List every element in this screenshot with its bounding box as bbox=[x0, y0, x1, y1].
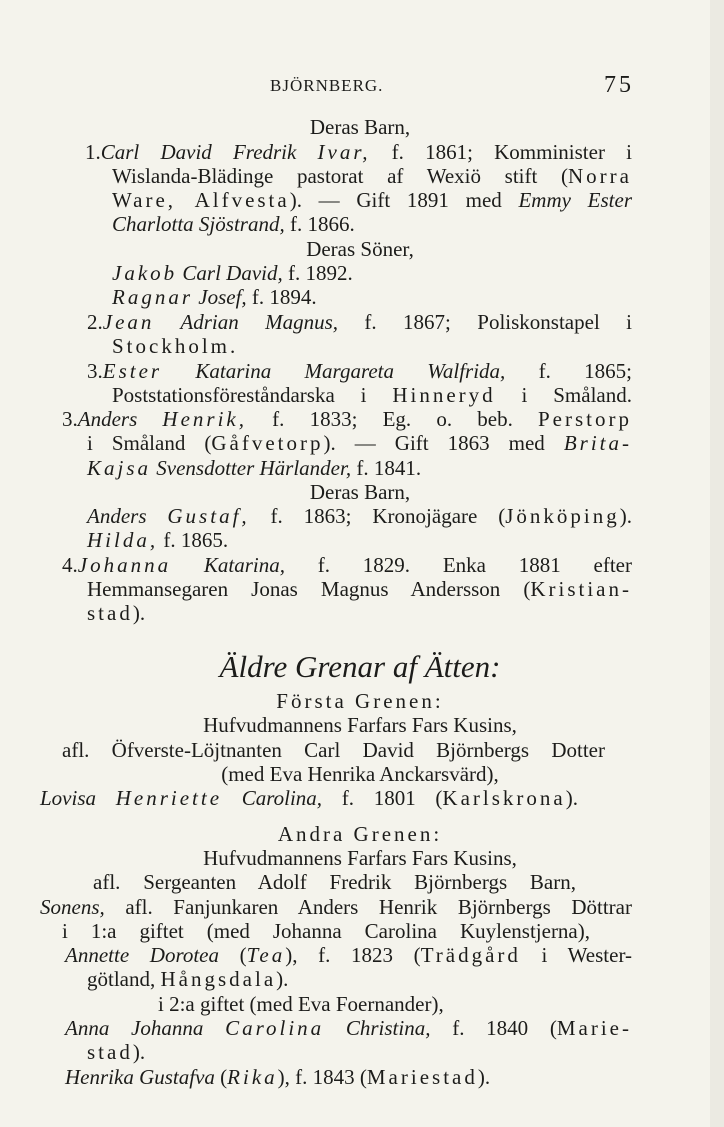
text: Deras Barn, bbox=[309, 480, 411, 504]
italic-name: Lovisa bbox=[40, 786, 116, 810]
italic-name: Charlotta Sjöstrand, bbox=[112, 212, 285, 236]
text-line bbox=[220, 237, 500, 261]
text-line bbox=[120, 689, 600, 713]
text-line bbox=[87, 601, 187, 625]
text-line bbox=[85, 140, 632, 164]
spaced-italic-name: Henriette bbox=[115, 786, 223, 810]
text-line bbox=[100, 846, 620, 870]
text: ( bbox=[214, 1065, 228, 1089]
spaced-text: Norra bbox=[568, 164, 632, 188]
text-line bbox=[112, 212, 412, 236]
spaced-text: stad bbox=[87, 1040, 133, 1064]
spaced-italic-name: Gustaf, bbox=[167, 504, 250, 528]
spaced-italic-name: Hilda, bbox=[87, 528, 159, 552]
text: f. 1867; Poliskonstapel i bbox=[338, 310, 632, 334]
spaced-italic-name: Tea bbox=[246, 943, 286, 967]
text: ), f. 1843 ( bbox=[277, 1065, 367, 1089]
spaced-text: Gåfvetorp bbox=[211, 431, 324, 455]
text-line bbox=[158, 992, 518, 1016]
text-line bbox=[40, 895, 632, 919]
spaced-text: Kristian- bbox=[530, 577, 632, 601]
text: Hufvudmannens Farfars Fars Kusins, bbox=[203, 846, 517, 870]
text: Hufvudmannens Farfars Fars Kusins, bbox=[203, 713, 517, 737]
text: i Wester- bbox=[520, 943, 633, 967]
text-line bbox=[120, 822, 600, 846]
spaced-text: Ware, Alfvesta bbox=[112, 188, 290, 212]
italic-name: Sonens, bbox=[40, 895, 105, 919]
spaced-italic-name: Ester bbox=[102, 359, 163, 383]
spaced-text: Andra Grenen: bbox=[277, 822, 443, 846]
text-line bbox=[87, 528, 287, 552]
text: ). bbox=[132, 601, 146, 625]
text-line bbox=[62, 919, 590, 943]
text: Deras Barn, bbox=[309, 115, 411, 139]
spaced-text: Stockholm. bbox=[112, 334, 239, 358]
text: afl. Öfverste-Löjtnanten Carl David Björnbergs Dotter bbox=[62, 738, 605, 762]
text: f. 1863; Kronojägare ( bbox=[249, 504, 506, 528]
text: f. 1833; Eg. o. beb. bbox=[247, 407, 538, 431]
text: ). bbox=[477, 1065, 491, 1089]
text-line bbox=[62, 407, 632, 431]
text: ). bbox=[619, 504, 632, 528]
text-line bbox=[65, 1016, 632, 1040]
spaced-italic-name: Rika bbox=[227, 1065, 278, 1089]
text-line bbox=[87, 456, 507, 480]
text: götland, bbox=[87, 967, 161, 991]
spaced-text: Jönköping bbox=[505, 504, 620, 528]
text: f. 1841. bbox=[351, 456, 422, 480]
spaced-italic-name: Ragnar bbox=[112, 285, 193, 309]
text: 3. bbox=[87, 359, 103, 383]
spaced-italic-name: Carolina bbox=[225, 1016, 325, 1040]
section-heading bbox=[120, 649, 600, 685]
text-line bbox=[62, 553, 632, 577]
text: f. 1840 ( bbox=[430, 1016, 557, 1040]
spaced-italic-name: Johanna bbox=[77, 553, 172, 577]
text-line bbox=[87, 431, 632, 455]
italic-name: Emmy Ester bbox=[518, 188, 632, 212]
text: afl. Fanjunkaren Anders Henrik Björnbergs Döttrar bbox=[104, 895, 632, 919]
text: ). — Gift 1863 med bbox=[323, 431, 564, 455]
italic-name: Katarina, bbox=[171, 553, 285, 577]
italic-name: Josef, bbox=[193, 285, 247, 309]
text: Poststationsföreståndarska i bbox=[112, 383, 393, 407]
spaced-italic-name: Jakob bbox=[112, 261, 178, 285]
spaced-italic-name: Jean bbox=[102, 310, 155, 334]
page-number: 75 bbox=[604, 72, 634, 98]
page-edge bbox=[710, 0, 724, 1127]
text: f. 1801 ( bbox=[322, 786, 443, 810]
spaced-text: Första Grenen: bbox=[276, 689, 444, 713]
text: i 1:a giftet (med Johanna Carolina Kuylenstjerna), bbox=[62, 919, 590, 943]
spaced-text: Trädgård bbox=[420, 943, 521, 967]
text-line bbox=[220, 480, 500, 504]
text-line bbox=[112, 188, 632, 212]
text-line bbox=[87, 310, 632, 334]
text: Äldre Grenar af Ätten: bbox=[219, 649, 501, 684]
text-line bbox=[87, 359, 632, 383]
spaced-italic-name: Ivar, bbox=[317, 140, 371, 164]
text-line bbox=[65, 1065, 578, 1089]
text: 2. bbox=[87, 310, 103, 334]
text: Deras Söner, bbox=[306, 237, 414, 261]
text: afl. Sergeanten Adolf Fredrik Björnbergs Barn, bbox=[93, 870, 576, 894]
text: f. 1865; bbox=[505, 359, 632, 383]
italic-name: Carl David Fredrik bbox=[100, 140, 318, 164]
text: f. 1894. bbox=[246, 285, 317, 309]
text: i Småland ( bbox=[87, 431, 212, 455]
spaced-text: Mariestad bbox=[366, 1065, 478, 1089]
text: f. 1865. bbox=[158, 528, 229, 552]
text: 3. bbox=[62, 407, 78, 431]
italic-name: Carolina, bbox=[222, 786, 323, 810]
text: f. 1866. bbox=[284, 212, 355, 236]
text-line bbox=[87, 577, 632, 601]
spaced-text: Karlskrona bbox=[442, 786, 566, 810]
text-line bbox=[220, 115, 500, 139]
text: ). bbox=[132, 1040, 146, 1064]
text: Hemmansegaren Jonas Magnus Andersson ( bbox=[87, 577, 531, 601]
text-line bbox=[112, 261, 412, 285]
running-title: BJÖRNBERG. bbox=[270, 76, 384, 95]
spaced-text: Hångsdala bbox=[160, 967, 277, 991]
italic-name: Katarina Margareta Walfrida, bbox=[162, 359, 506, 383]
text-line bbox=[40, 786, 578, 810]
spaced-italic-name: Kajsa bbox=[87, 456, 152, 480]
text: Wislanda-Blädinge pastorat af Wexiö stift ( bbox=[112, 164, 569, 188]
spaced-text: Hinneryd bbox=[392, 383, 496, 407]
text: i Småland. bbox=[495, 383, 632, 407]
italic-name: Annette Dorotea bbox=[65, 943, 220, 967]
text-line bbox=[93, 870, 576, 894]
text: ). bbox=[565, 786, 578, 810]
italic-name: Adrian Magnus, bbox=[154, 310, 339, 334]
italic-name: Anders bbox=[87, 504, 168, 528]
text: f. 1829. Enka 1881 efter bbox=[284, 553, 632, 577]
spaced-italic-name: Brita- bbox=[563, 431, 632, 455]
spaced-text: stad bbox=[87, 601, 133, 625]
text-line bbox=[87, 967, 337, 991]
text-line bbox=[112, 285, 412, 309]
italic-name: Svensdotter Härlander, bbox=[151, 456, 352, 480]
spaced-italic-name: Henrik, bbox=[162, 407, 247, 431]
text: f. 1892. bbox=[282, 261, 353, 285]
italic-name: Carl David, bbox=[177, 261, 283, 285]
text-line bbox=[100, 762, 620, 786]
text: (med Eva Henrika Anckarsvärd), bbox=[221, 762, 499, 786]
text-line bbox=[100, 713, 620, 737]
italic-name: Christina, bbox=[324, 1016, 431, 1040]
spaced-text: Perstorp bbox=[538, 407, 632, 431]
text-line bbox=[112, 334, 312, 358]
spaced-text: Marie- bbox=[556, 1016, 632, 1040]
text-line bbox=[112, 164, 632, 188]
text: ( bbox=[219, 943, 247, 967]
text: i 2:a giftet (med Eva Foernander), bbox=[158, 992, 444, 1016]
text: ). bbox=[276, 967, 289, 991]
text-line bbox=[87, 504, 632, 528]
text: 1. bbox=[85, 140, 101, 164]
text: ), f. 1823 ( bbox=[285, 943, 421, 967]
italic-name: Anders bbox=[77, 407, 163, 431]
italic-name: Henrika Gustafva bbox=[65, 1065, 215, 1089]
text-line bbox=[87, 1040, 187, 1064]
text-line bbox=[65, 943, 632, 967]
text-line bbox=[62, 738, 605, 762]
text: 4. bbox=[62, 553, 78, 577]
text-line bbox=[112, 383, 632, 407]
italic-name: Anna Johanna bbox=[65, 1016, 226, 1040]
text: ). — Gift 1891 med bbox=[289, 188, 519, 212]
text: f. 1861; Komminister i bbox=[370, 140, 632, 164]
